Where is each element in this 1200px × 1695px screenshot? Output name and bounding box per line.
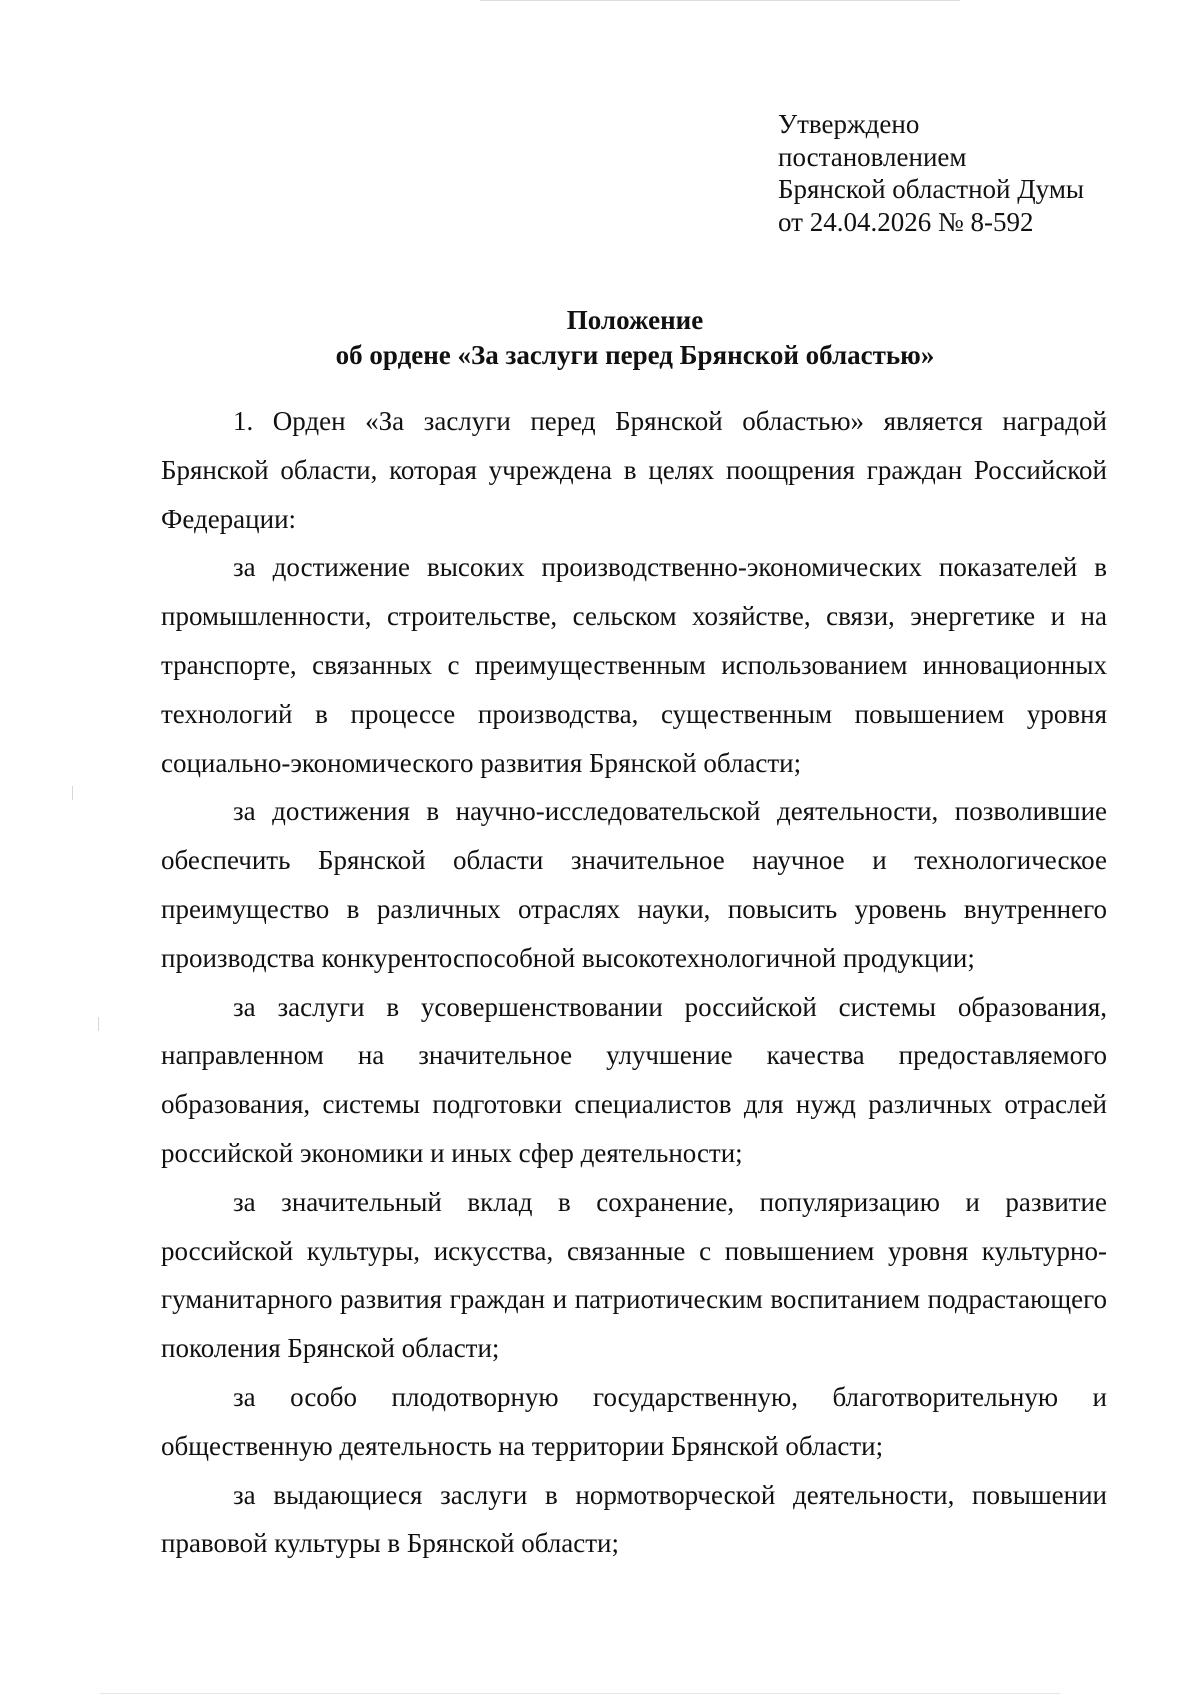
- approval-line-3: Брянской областной Думы: [778, 174, 1085, 204]
- scan-artifact-left-1: [72, 786, 73, 800]
- scan-artifact-top: [480, 0, 960, 1]
- approval-line-1: Утверждено: [778, 109, 920, 139]
- title-line-2: об ордене «За заслуги перед Брянской областью»: [335, 340, 935, 370]
- paragraph-5: за значительный вклад в сохранение, популяризацию и развитие российской культуры, искусства, связанные с повышением уровня культурно-гуманитарного развития граждан и патриотическим воспитанием подрастающего поколения Брянской области;: [161, 1186, 1107, 1364]
- scan-artifact-bottom: [100, 1693, 1060, 1694]
- document-body: [161, 397, 1107, 1568]
- paragraph-7: за выдающиеся заслуги в нормотворческой деятельности, повышении правовой культуры в Брянской области;: [161, 1479, 1107, 1559]
- paragraph-2: за достижение высоких производственно-экономических показателей в промышленности, строительстве, сельском хозяйстве, связи, энергетике и на транспорте, связанных с преимущественным использованием инновационных технологий в процессе производства, существенным повышением уровня социально-экономического развития Брянской области;: [161, 552, 1107, 778]
- document-title: [0, 303, 1200, 373]
- title-line-1: Положение: [566, 305, 704, 335]
- approval-line-4: от 24.04.2026 № 8-592: [778, 206, 1034, 237]
- paragraph-3: за достижения в научно-исследовательской деятельности, позволившие обеспечить Брянской области значительное научное и технологическое преимущество в различных отраслях науки, повысить уровень внутреннего производства конкурентоспособной высокотехнологичной продукции;: [161, 796, 1107, 973]
- paragraph-4: за заслуги в усовершенствовании российской системы образования, направленном на значительное улучшение качества предоставляемого образования, системы подготовки специалистов для нужд различных отраслей российской экономики и иных сфер деятельности;: [161, 991, 1107, 1168]
- scan-artifact-left-2: [98, 1017, 99, 1031]
- paragraph-6: за особо плодотворную государственную, благотворительную и общественную деятельность на территории Брянской области;: [161, 1381, 1107, 1461]
- approval-line-2: постановлением: [778, 141, 967, 172]
- approval-stamp-block: [778, 108, 1084, 238]
- paragraph-1: 1. Орден «За заслуги перед Брянской областью» является наградой Брянской области, которая учреждена в целях поощрения граждан Российской Федерации:: [161, 406, 1107, 534]
